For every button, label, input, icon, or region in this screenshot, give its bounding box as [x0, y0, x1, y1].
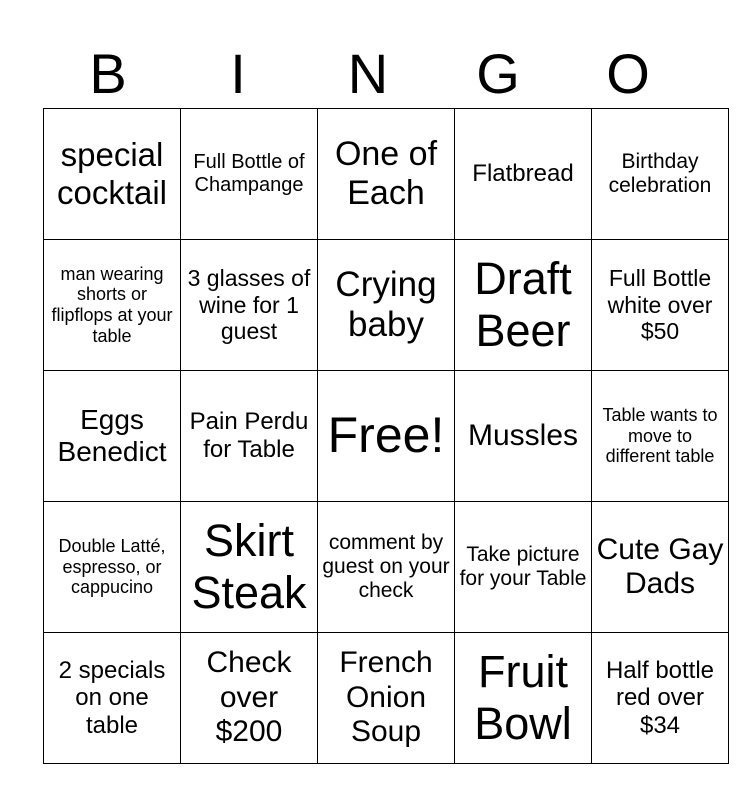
bingo-cell[interactable]: Double Latté, espresso, or cappucino: [44, 502, 181, 633]
bingo-cell[interactable]: French Onion Soup: [318, 633, 455, 764]
bingo-cell[interactable]: 3 glasses of wine for 1 guest: [181, 240, 318, 371]
bingo-cell[interactable]: Full Bottle white over $50: [592, 240, 729, 371]
board-row: [44, 240, 729, 371]
bingo-cell[interactable]: Free!: [318, 371, 455, 502]
bingo-cell[interactable]: Table wants to move to different table: [592, 371, 729, 502]
board-row: [44, 109, 729, 240]
bingo-cell[interactable]: man wearing shorts or flipflops at your table: [44, 240, 181, 371]
board-row: [44, 502, 729, 633]
board-row: [44, 371, 729, 502]
bingo-cell[interactable]: Take picture for your Table: [455, 502, 592, 633]
bingo-cell[interactable]: Fruit Bowl: [455, 633, 592, 764]
bingo-cell[interactable]: Flatbread: [455, 109, 592, 240]
header-letter-i: I: [230, 42, 246, 105]
bingo-cell[interactable]: 2 specials on one table: [44, 633, 181, 764]
bingo-cell[interactable]: Pain Perdu for Table: [181, 371, 318, 502]
bingo-cell[interactable]: Check over $200: [181, 633, 318, 764]
bingo-cell[interactable]: Full Bottle of Champange: [181, 109, 318, 240]
bingo-cell[interactable]: comment by guest on your check: [318, 502, 455, 633]
bingo-cell[interactable]: Half bottle red over $34: [592, 633, 729, 764]
bingo-header: [43, 40, 693, 108]
board-row: [44, 633, 729, 764]
bingo-board: [43, 108, 729, 764]
header-letter-n: N: [347, 42, 389, 105]
bingo-cell[interactable]: Skirt Steak: [181, 502, 318, 633]
header-letter-o: O: [606, 42, 650, 105]
bingo-cell[interactable]: Eggs Benedict: [44, 371, 181, 502]
header-letter-g: G: [476, 42, 520, 105]
bingo-cell[interactable]: special cocktail: [44, 109, 181, 240]
bingo-cell[interactable]: Draft Beer: [455, 240, 592, 371]
bingo-cell[interactable]: Birthday celebration: [592, 109, 729, 240]
bingo-cell[interactable]: Cute Gay Dads: [592, 502, 729, 633]
bingo-cell[interactable]: One of Each: [318, 109, 455, 240]
header-letter-b: B: [89, 42, 127, 105]
bingo-cell[interactable]: Mussles: [455, 371, 592, 502]
bingo-cell[interactable]: Crying baby: [318, 240, 455, 371]
